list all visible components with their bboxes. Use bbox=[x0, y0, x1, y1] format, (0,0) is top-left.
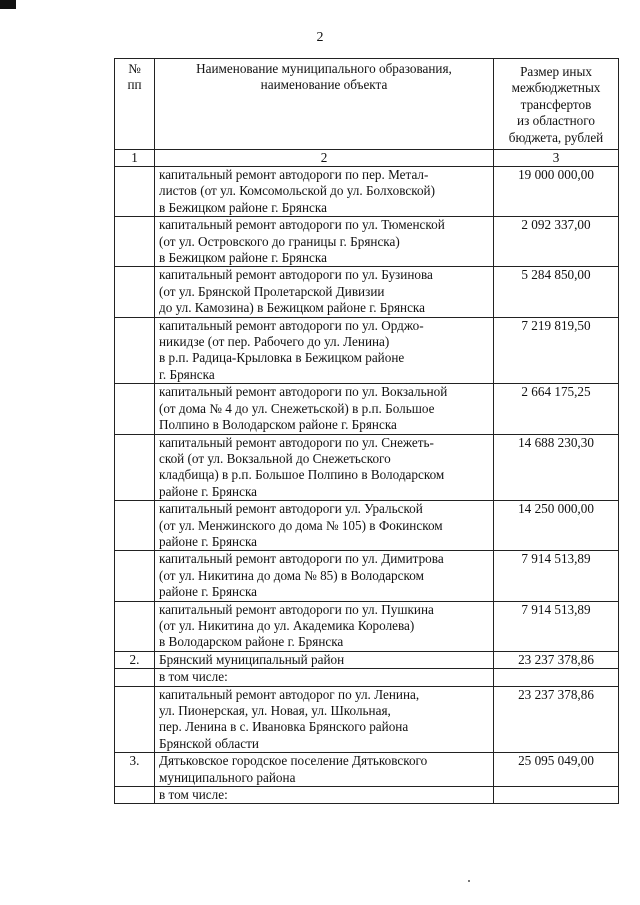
row-number bbox=[115, 434, 155, 501]
row-name-line: (от ул. Никитина до ул. Академика Королева) bbox=[159, 617, 415, 633]
transfers-table bbox=[114, 58, 619, 804]
row-name-line: (от дома № 4 до ул. Снежетьской) в р.п. Большое bbox=[159, 400, 435, 416]
column-index-row bbox=[115, 150, 619, 167]
row-name-line: листов (от ул. Комсомольской до ул. Болховской) bbox=[159, 183, 436, 199]
row-amount bbox=[494, 787, 619, 804]
header-amount-line: из областного bbox=[517, 113, 595, 129]
header-amount-line: межбюджетных bbox=[511, 80, 601, 96]
column-index: 3 bbox=[494, 150, 619, 167]
row-name-line: Брянский муниципальный район bbox=[159, 651, 345, 667]
row-name-line: в Бежицком районе г. Брянска bbox=[159, 250, 327, 266]
table-row bbox=[115, 787, 619, 804]
row-name-line: г. Брянска bbox=[159, 366, 215, 382]
row-amount: 23 237 378,86 bbox=[494, 686, 619, 753]
row-name-line: Брянской области bbox=[159, 735, 259, 751]
row-amount: 2 664 175,25 bbox=[494, 384, 619, 434]
row-number bbox=[115, 267, 155, 317]
table-row bbox=[115, 651, 619, 668]
row-number bbox=[115, 601, 155, 651]
row-name-line: капитальный ремонт автодороги по ул. Тюменской bbox=[159, 217, 445, 233]
row-name-line: (от ул. Брянской Пролетарской Дивизии bbox=[159, 283, 385, 299]
header-num bbox=[115, 59, 155, 150]
row-number bbox=[115, 317, 155, 384]
table-row bbox=[115, 217, 619, 267]
row-name bbox=[155, 787, 494, 804]
table-row bbox=[115, 669, 619, 686]
header-amount bbox=[494, 59, 619, 150]
table-body bbox=[115, 59, 619, 804]
column-index: 2 bbox=[155, 150, 494, 167]
table-row bbox=[115, 167, 619, 217]
row-name-line: ул. Пионерская, ул. Новая, ул. Школьная, bbox=[159, 703, 391, 718]
row-name bbox=[155, 501, 494, 551]
row-name bbox=[155, 669, 494, 686]
row-name bbox=[155, 434, 494, 501]
row-amount: 23 237 378,86 bbox=[494, 651, 619, 668]
row-number bbox=[115, 217, 155, 267]
row-name bbox=[155, 384, 494, 434]
scan-corner-mark bbox=[0, 0, 16, 9]
row-number bbox=[115, 787, 155, 804]
row-name bbox=[155, 217, 494, 267]
table-row bbox=[115, 317, 619, 384]
table-header-row bbox=[115, 59, 619, 150]
row-amount: 7 914 513,89 bbox=[494, 601, 619, 651]
row-number bbox=[115, 167, 155, 217]
table-row bbox=[115, 686, 619, 753]
row-amount: 5 284 850,00 bbox=[494, 267, 619, 317]
row-number bbox=[115, 501, 155, 551]
row-name bbox=[155, 601, 494, 651]
header-name-line: наименование объекта bbox=[260, 77, 388, 93]
row-amount: 25 095 049,00 bbox=[494, 753, 619, 787]
table-row bbox=[115, 384, 619, 434]
row-name-line: (от ул. Островского до границы г. Брянска) bbox=[159, 233, 400, 249]
row-name-line: в р.п. Радица-Крыловка в Бежицком районе bbox=[159, 350, 405, 366]
table-row bbox=[115, 601, 619, 651]
header-amount-line: трансфертов bbox=[520, 96, 592, 112]
row-name-line: капитальный ремонт автодороги по ул. Вокзальной bbox=[159, 384, 448, 400]
page-number: 2 bbox=[316, 30, 324, 45]
row-name-line: никидзе (от пер. Рабочего до ул. Ленина) bbox=[159, 334, 390, 350]
row-name-line: капитальный ремонт автодороги по пер. Метал- bbox=[159, 167, 429, 182]
table-row bbox=[115, 434, 619, 501]
row-name-line: пер. Ленина в с. Ивановка Брянского района bbox=[159, 719, 409, 735]
row-name bbox=[155, 686, 494, 753]
row-amount: 19 000 000,00 bbox=[494, 167, 619, 217]
row-name-line: капитальный ремонт автодороги ул. Уральской bbox=[159, 501, 423, 517]
row-name-line: в том числе: bbox=[159, 669, 228, 685]
table-row bbox=[115, 753, 619, 787]
row-name-line: муниципального района bbox=[159, 769, 296, 785]
row-name-line: ской (от ул. Вокзальной до Снежетьского bbox=[159, 450, 391, 466]
row-amount: 7 219 819,50 bbox=[494, 317, 619, 384]
row-name bbox=[155, 753, 494, 787]
row-number: 2. bbox=[115, 651, 155, 668]
row-name-line: капитальный ремонт автодороги по ул. Пушкина bbox=[159, 601, 434, 617]
row-name-line: до ул. Камозина) в Бежицком районе г. Брянска bbox=[159, 300, 425, 316]
row-name-line: (от ул. Менжинского до дома № 105) в Фокинском bbox=[159, 517, 443, 533]
row-name bbox=[155, 167, 494, 217]
row-amount: 7 914 513,89 bbox=[494, 551, 619, 601]
header-amount-line: Размер иных bbox=[520, 63, 592, 79]
row-number bbox=[115, 551, 155, 601]
row-number bbox=[115, 384, 155, 434]
row-name bbox=[155, 317, 494, 384]
row-amount bbox=[494, 669, 619, 686]
row-amount: 2 092 337,00 bbox=[494, 217, 619, 267]
scan-speck bbox=[468, 880, 470, 882]
row-number bbox=[115, 669, 155, 686]
row-name-line: районе г. Брянска bbox=[159, 483, 258, 499]
row-name-line: кладбища) в р.п. Большое Полпино в Володарском bbox=[159, 467, 445, 483]
row-name-line: капитальный ремонт автодороги по ул. Орджо- bbox=[159, 317, 424, 333]
row-amount: 14 250 000,00 bbox=[494, 501, 619, 551]
row-name-line: в том числе: bbox=[159, 787, 228, 803]
header-name-line: Наименование муниципального образования, bbox=[196, 61, 452, 76]
row-name-line: капитальный ремонт автодорог по ул. Ленина, bbox=[159, 686, 420, 702]
row-name-line: Полпино в Володарском районе г. Брянска bbox=[159, 417, 397, 433]
row-amount: 14 688 230,30 bbox=[494, 434, 619, 501]
table-row bbox=[115, 551, 619, 601]
row-number bbox=[115, 686, 155, 753]
row-name-line: Дятьковское городское поселение Дятьковского bbox=[159, 753, 428, 769]
header-num-line: пп bbox=[127, 77, 142, 93]
header-name bbox=[155, 59, 494, 150]
row-name-line: в Володарском районе г. Брянска bbox=[159, 634, 344, 650]
row-name-line: капитальный ремонт автодороги по ул. Димитрова bbox=[159, 551, 444, 567]
row-name bbox=[155, 551, 494, 601]
row-name-line: районе г. Брянска bbox=[159, 533, 258, 549]
row-name bbox=[155, 267, 494, 317]
row-name bbox=[155, 651, 494, 668]
row-number: 3. bbox=[115, 753, 155, 787]
row-name-line: (от ул. Никитина до дома № 85) в Володарском bbox=[159, 567, 424, 583]
table-row bbox=[115, 501, 619, 551]
header-amount-line: бюджета, рублей bbox=[508, 129, 604, 145]
row-name-line: капитальный ремонт автодороги по ул. Снежеть- bbox=[159, 434, 434, 450]
header-num-line: № bbox=[128, 61, 141, 76]
column-index: 1 bbox=[115, 150, 155, 167]
row-name-line: районе г. Брянска bbox=[159, 584, 258, 600]
table-row bbox=[115, 267, 619, 317]
row-name-line: в Бежицком районе г. Брянска bbox=[159, 199, 327, 215]
row-name-line: капитальный ремонт автодороги по ул. Бузинова bbox=[159, 267, 433, 283]
